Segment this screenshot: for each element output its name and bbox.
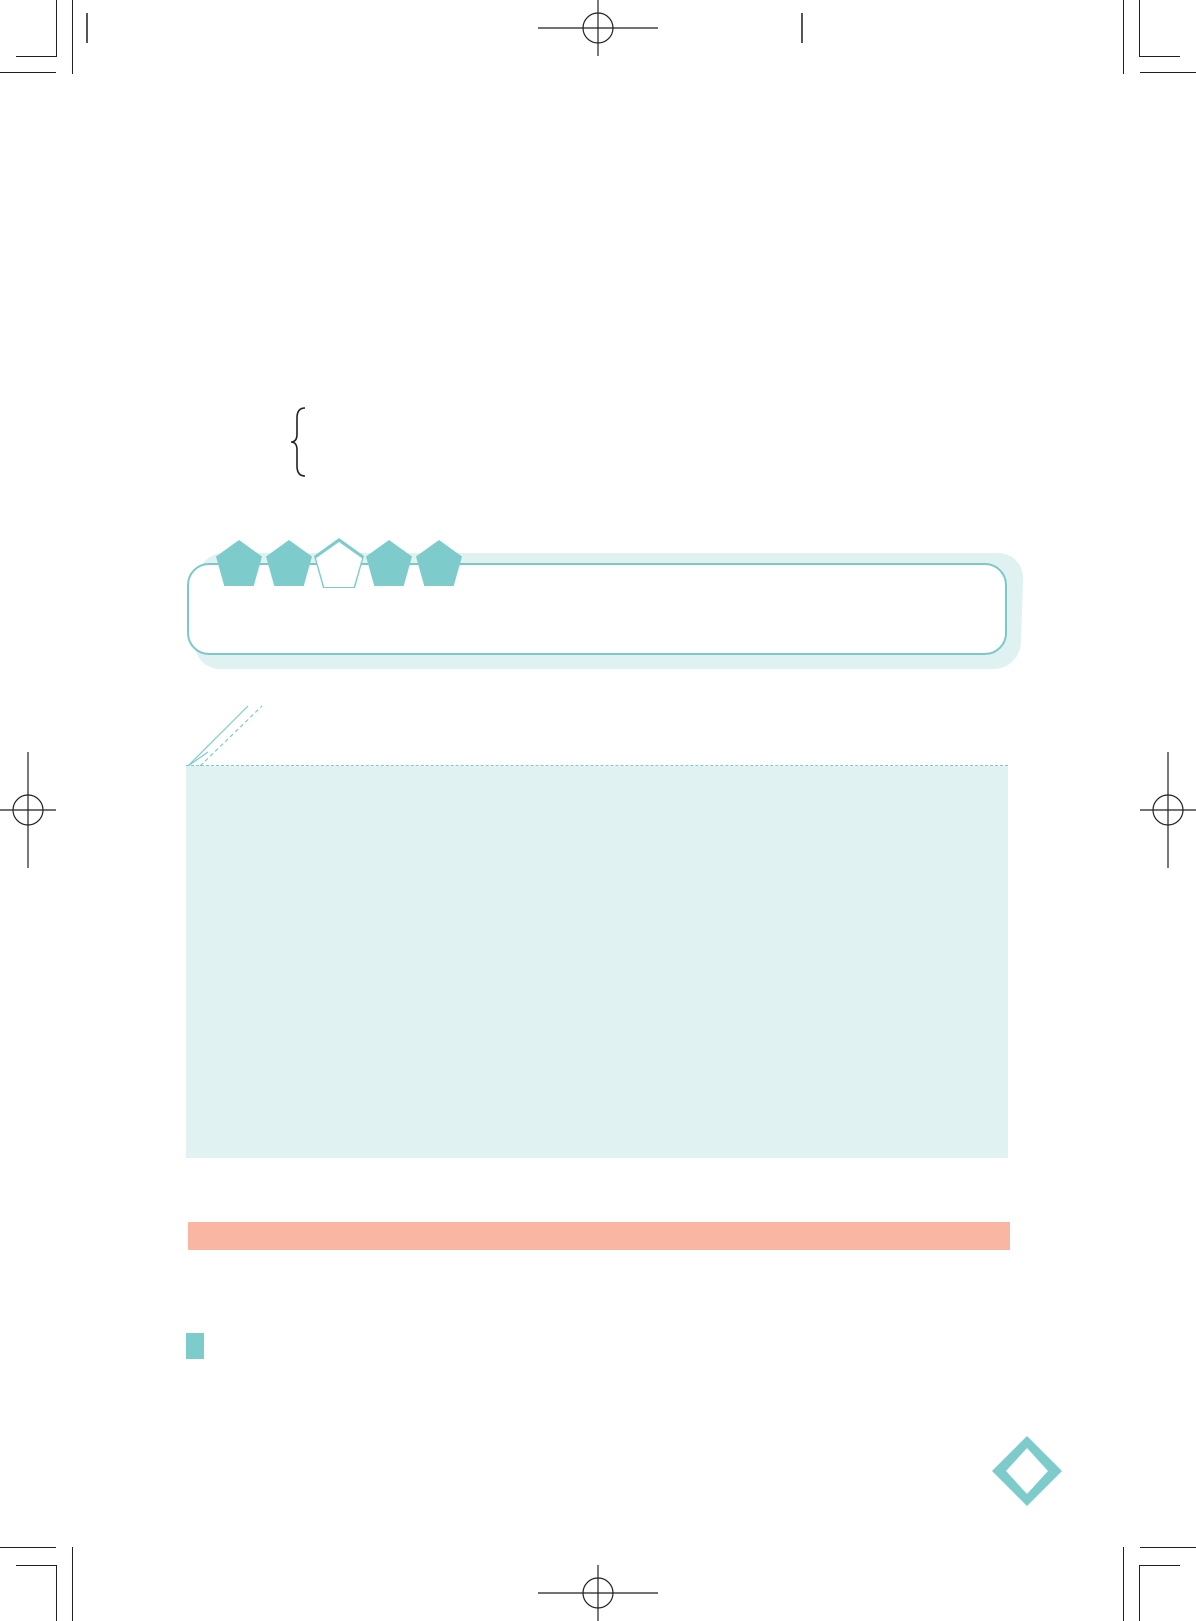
crop-mark (1139, 0, 1140, 56)
registration-mark-top (538, 0, 658, 56)
crop-mark (1139, 56, 1180, 57)
exercise-banner (188, 1222, 1010, 1250)
think-char-2 (266, 540, 312, 586)
crop-mark (56, 1565, 57, 1621)
crop-mark (1139, 1565, 1140, 1621)
page-number-diamond-icon (990, 1434, 1064, 1508)
crop-mark (1123, 1547, 1124, 1621)
crop-mark (16, 1565, 57, 1566)
color-bar (801, 13, 803, 43)
crop-mark (72, 1547, 73, 1621)
think-char-4 (366, 540, 412, 586)
think-char-3 (316, 542, 362, 587)
q1-number-highlight (186, 1333, 204, 1359)
crop-mark (1140, 72, 1196, 73)
crop-mark (72, 0, 73, 74)
registration-mark-bottom (538, 1565, 658, 1621)
crop-mark (0, 1547, 56, 1548)
crop-mark (1123, 0, 1124, 74)
system-brace-icon (289, 406, 309, 478)
practice-corner-icon (186, 704, 276, 768)
exercise-title (188, 1222, 1010, 1250)
section-hatch (238, 1294, 444, 1306)
crop-mark (16, 56, 57, 57)
exercise-title-text (589, 1223, 609, 1250)
think-char-5 (416, 540, 462, 586)
registration-mark-left (0, 752, 56, 868)
crop-mark (0, 72, 56, 73)
crop-mark (1140, 1547, 1196, 1548)
crop-mark (56, 0, 57, 56)
solution-step-2 (234, 328, 240, 358)
crop-mark (1139, 1565, 1180, 1566)
registration-mark-right (1140, 752, 1196, 868)
grayscale-bar (86, 13, 88, 43)
practice-box (186, 766, 1008, 1158)
think-box (187, 563, 1007, 655)
think-char-1 (216, 540, 262, 586)
